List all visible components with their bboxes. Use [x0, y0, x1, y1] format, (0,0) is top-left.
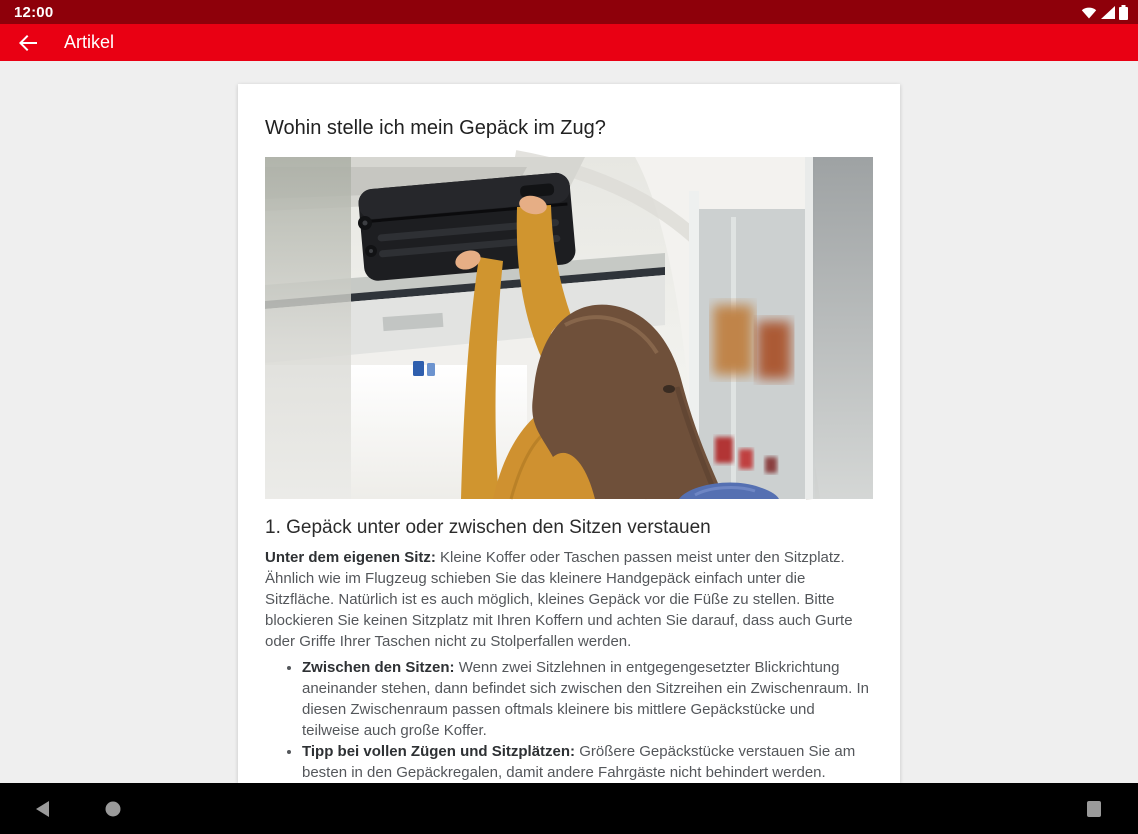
bullet-list: [265, 657, 873, 783]
bullet-text: Größere Gepäckstücke verstauen Sie am besten in den Gepäckregalen, damit andere Fahrgäste nicht behindert werden.: [302, 743, 856, 781]
nav-recents-button[interactable]: [1072, 783, 1116, 834]
back-triangle-icon: [36, 801, 49, 817]
section-heading: 1. Gepäck unter oder zwischen den Sitzen verstauen: [265, 517, 711, 538]
nav-back-button[interactable]: [20, 783, 64, 834]
back-arrow-icon: [18, 33, 38, 53]
wifi-icon: [1081, 6, 1097, 19]
recents-square-icon: [1087, 801, 1101, 817]
paragraph-lead: Unter dem eigenen Sitz:: [265, 549, 436, 566]
home-circle-icon: [105, 801, 121, 817]
bullet-lead: Zwischen den Sitzen:: [302, 659, 455, 676]
status-time: 12:00: [14, 3, 54, 21]
article-title: Wohin stelle ich mein Gepäck im Zug?: [265, 117, 606, 139]
paragraph-text: Kleine Koffer oder Taschen passen meist unter den Sitzplatz. Ähnlich wie im Flugzeug schieben Sie das kleinere Handgepäck einfach unter die Sitzfläche. Natürlich ist es auch möglich, kleines Gepäck vor die Füße zu stellen. Bitte blockieren Sie keinen Sitzplatz mit Ihren Koffern und achten Sie darauf, dass auch Gurte oder Griffe Ihrer Taschen nicht zu Stolperfallen werden.: [265, 549, 853, 650]
content-scroll-area[interactable]: [0, 61, 1138, 783]
status-bar: [0, 0, 1138, 24]
status-icons: [1081, 5, 1128, 20]
article-card: [238, 84, 900, 783]
bullet-text: Wenn zwei Sitzlehnen in entgegengesetzter Blickrichtung aneinander stehen, dann befindet sich zwischen den Sitzreihen ein Zwischenraum. In diesen Zwischenraum passen oftmals kleinere bis mittlere Gepäckstücke und teilweise auch große Koffer.: [302, 659, 870, 739]
app-bar: [0, 24, 1138, 61]
android-nav-bar: [0, 783, 1138, 834]
bullet-lead: Tipp bei vollen Zügen und Sitzplätzen:: [302, 743, 576, 760]
back-button[interactable]: [14, 29, 42, 57]
bullet-item: [302, 741, 873, 783]
article-paragraph: [265, 547, 873, 652]
cellular-signal-icon: [1101, 6, 1115, 19]
article-image: [265, 157, 873, 499]
battery-icon: [1119, 5, 1128, 20]
app-bar-title: Artikel: [64, 32, 115, 52]
nav-home-button[interactable]: [91, 783, 135, 834]
bullet-item: [302, 657, 873, 741]
